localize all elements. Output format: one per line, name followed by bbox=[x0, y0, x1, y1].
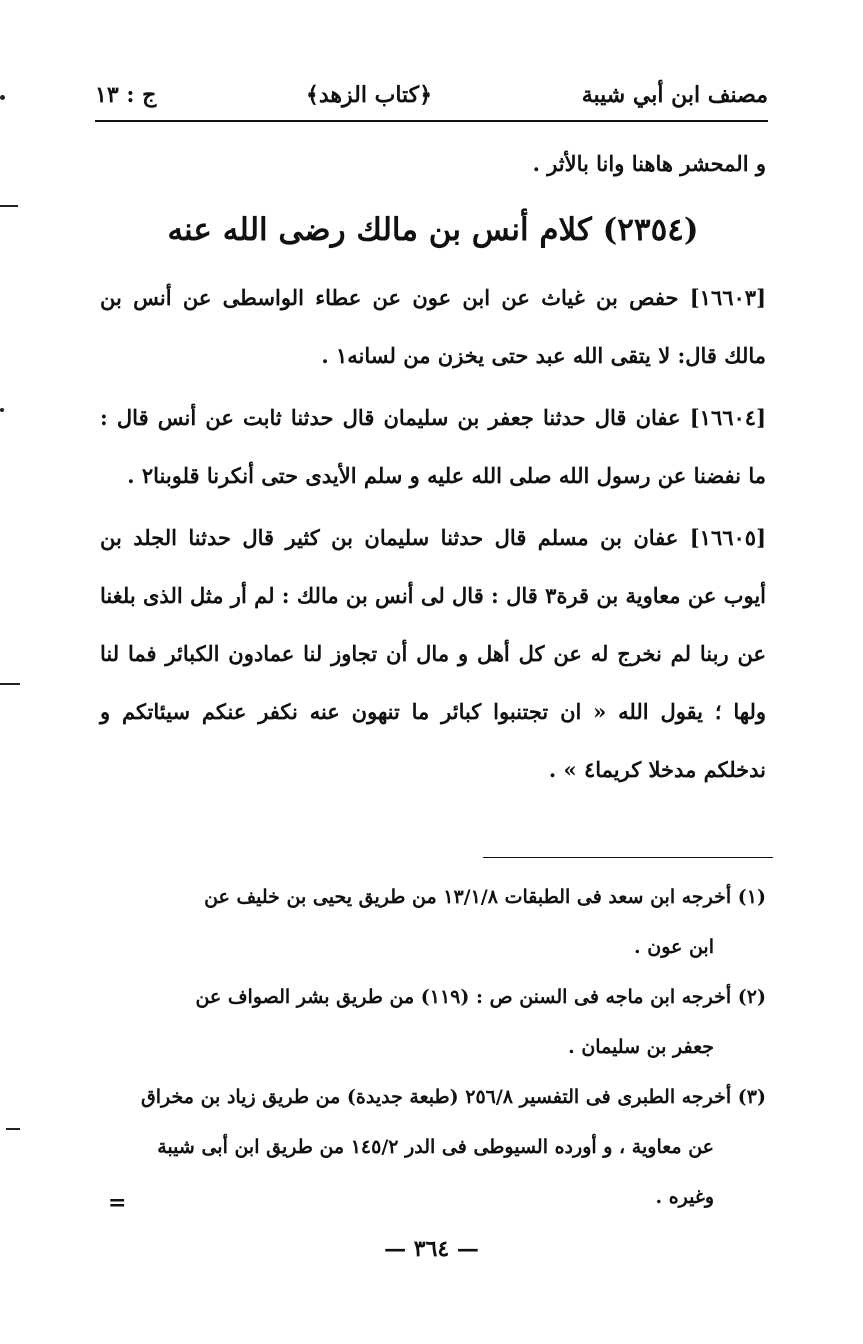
chapter-heading: (٢٣٥٤) كلام أنس بن مالك رضى الله عنه bbox=[167, 212, 699, 248]
footnote-text: أخرجه ابن سعد فى الطبقات ١٣/١/٨ من طريق يحيى بن خليف عن bbox=[204, 886, 732, 908]
header-rule bbox=[95, 120, 768, 122]
entry-text: حفص بن غياث عن ابن عون عن عطاء الواسطى عن أنس بن مالك قال: لا يتقى الله عبد حتى يخزن من لسانه١ . bbox=[100, 285, 766, 368]
main-text bbox=[100, 135, 766, 799]
footnotes bbox=[104, 872, 766, 1222]
footnote-continuation: ابن عون . bbox=[634, 936, 714, 958]
hadith-entry bbox=[100, 509, 766, 799]
footnote-separator bbox=[483, 857, 773, 858]
margin-dot bbox=[0, 95, 5, 100]
continuation-line: و المحشر هاهنا وانا بالأثر . bbox=[532, 151, 766, 176]
book-title: مصنف ابن أبي شيبة bbox=[581, 82, 768, 108]
footnote-marker: (١) bbox=[737, 886, 766, 908]
entry-number: [١٦٦٠٣] bbox=[689, 285, 767, 310]
margin-tick bbox=[0, 205, 18, 207]
section-title: ﴿كتاب الزهد﴾ bbox=[305, 82, 433, 108]
footnote-marker: (٢) bbox=[737, 986, 766, 1008]
footnote-text: أخرجه الطبرى فى التفسير ٢٥٦/٨ (طبعة جديدة) من طريق زياد بن مخراق bbox=[141, 1086, 732, 1108]
hadith-entry bbox=[100, 389, 766, 505]
volume-number: ج : ١٣ bbox=[95, 82, 157, 108]
footnote-marker: (٣) bbox=[737, 1086, 766, 1108]
footnote-continuation: وغيره . bbox=[655, 1186, 714, 1208]
footnote bbox=[104, 972, 766, 1022]
footnote-continuation: جعفر بن سليمان . bbox=[568, 1036, 714, 1058]
margin-tick bbox=[0, 683, 20, 685]
page-number: — ٣٦٤ — bbox=[384, 1236, 479, 1262]
margin-dot bbox=[0, 408, 4, 412]
footnote-text: أخرجه ابن ماجه فى السنن ص : (١١٩) من طريق بشر الصواف عن bbox=[195, 986, 732, 1008]
margin-tick bbox=[6, 1128, 20, 1130]
footnote bbox=[104, 872, 766, 922]
entry-text: عفان قال حدثنا جعفر بن سليمان قال حدثنا ثابت عن أنس قال : ما نفضنا عن رسول الله صلى الله عليه و سلم الأيدى حتى أنكرنا قلوبنا٢ . bbox=[100, 405, 766, 488]
footnote bbox=[104, 1072, 766, 1122]
entry-text: عفان بن مسلم قال حدثنا سليمان بن كثير قال حدثنا الجلد بن أيوب عن معاوية بن قرة٣ قال : قال لى أنس بن مالك : لم أر مثل الذى بلغنا عن ربنا لم نخرج له عن كل أهل و مال أن تجاوز لنا عمادون الكبائر فما لنا ولها ؛ يقول الله « ان تجتنبوا كبائر ما تنهون عنه نكفر عنكم سيئاتكم و ندخلكم مدخلا كريما٤ » . bbox=[100, 525, 767, 782]
entry-number: [١٦٦٠٤] bbox=[689, 405, 767, 430]
footnote-continuation: عن معاوية ، و أورده السيوطى فى الدر ١٤٥/٢ من طريق ابن أبى شيبة bbox=[157, 1136, 714, 1158]
hadith-entry bbox=[100, 269, 766, 385]
continuation-mark: = bbox=[108, 1190, 127, 1216]
entry-number: [١٦٦٠٥] bbox=[689, 525, 767, 550]
running-header bbox=[95, 70, 768, 120]
